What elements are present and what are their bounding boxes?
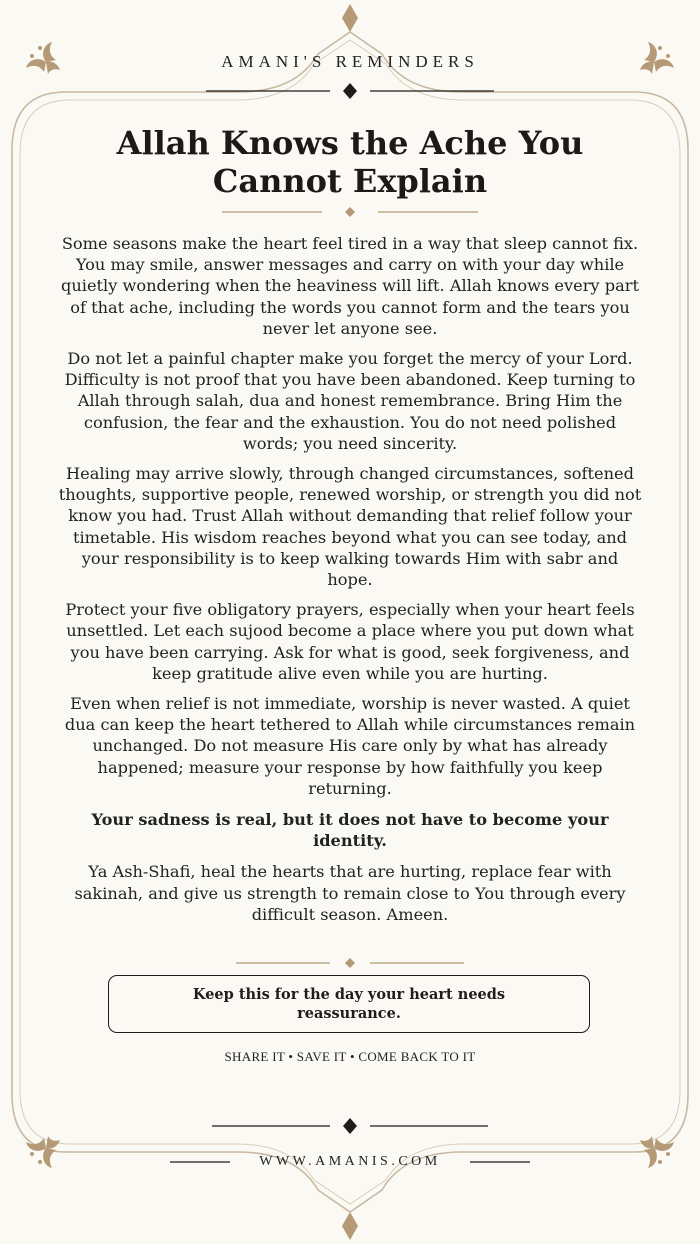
paragraph: Healing may arrive slowly, through changed circumstances, softened thoughts, supportive people, renewed worship, or strength you did not know you had. Trust Allah without demanding that relief follow your timetable. His wisdom reaches beyond what you can see today, and your responsibility is to keep walking towards Him with sabr and hope. bbox=[58, 464, 642, 590]
paragraph: Some seasons make the heart feel tired in a way that sleep cannot fix. You may smile, answer messages and carry on with your day while quietly wondering when the heaviness will lift. Allah knows every part of that ache, including the words you cannot form and the tears you never let anyone see. bbox=[61, 234, 639, 338]
closing-dua: Ya Ash-Shafi, heal the hearts that are hurting, replace fear with sakinah, and give us strength to remain close to You through every difficult season. Ameen. bbox=[74, 862, 626, 924]
title-divider bbox=[222, 207, 478, 217]
footer-divider bbox=[212, 1118, 488, 1134]
diamond-icon bbox=[343, 83, 357, 99]
page-title bbox=[60, 124, 640, 200]
brand-name: AMANI'S REMINDERS bbox=[221, 52, 479, 71]
paragraph: Protect your five obligatory prayers, especially when your heart feels unsettled. Let each sujood become a place where you put down what you have been carrying. Ask for what is good, seek forgiveness, and keep gratitude alive even while you are hurting. bbox=[65, 600, 635, 683]
small-diamond-icon bbox=[345, 958, 355, 968]
reminder-callout-text: Keep this for the day your heart needs reassurance. bbox=[192, 986, 506, 1022]
emphasis-statement: Your sadness is real, but it does not have to become your identity. bbox=[91, 810, 609, 851]
cta-divider bbox=[236, 958, 464, 968]
website-link[interactable]: WWW.AMANIS.COM bbox=[259, 1154, 441, 1169]
diamond-icon bbox=[343, 1118, 357, 1134]
share-line: SHARE IT • SAVE IT • COME BACK TO IT bbox=[224, 1049, 476, 1064]
title-line-2: Cannot Explain bbox=[212, 162, 488, 200]
paragraph: Even when relief is not immediate, worship is never wasted. A quiet dua can keep the heart tethered to Allah while circumstances remain unchanged. Do not measure His care only by what has already happened; measure your response by how faithfully you keep returning. bbox=[64, 694, 636, 798]
bottom-ornament-icon bbox=[342, 1212, 358, 1240]
reminder-callout-box bbox=[108, 975, 590, 1033]
article-body bbox=[58, 233, 642, 934]
title-line-1: Allah Knows the Ache You bbox=[116, 124, 584, 162]
top-ornament-icon bbox=[342, 4, 358, 32]
header-divider bbox=[206, 83, 494, 99]
small-diamond-icon bbox=[345, 207, 355, 217]
paragraph: Do not let a painful chapter make you forget the mercy of your Lord. Difficulty is not proof that you have been abandoned. Keep turning to Allah through salah, dua and honest remembrance. Bring Him the confusion, the fear and the exhaustion. You do not need polished words; you need sincerity. bbox=[64, 349, 636, 453]
